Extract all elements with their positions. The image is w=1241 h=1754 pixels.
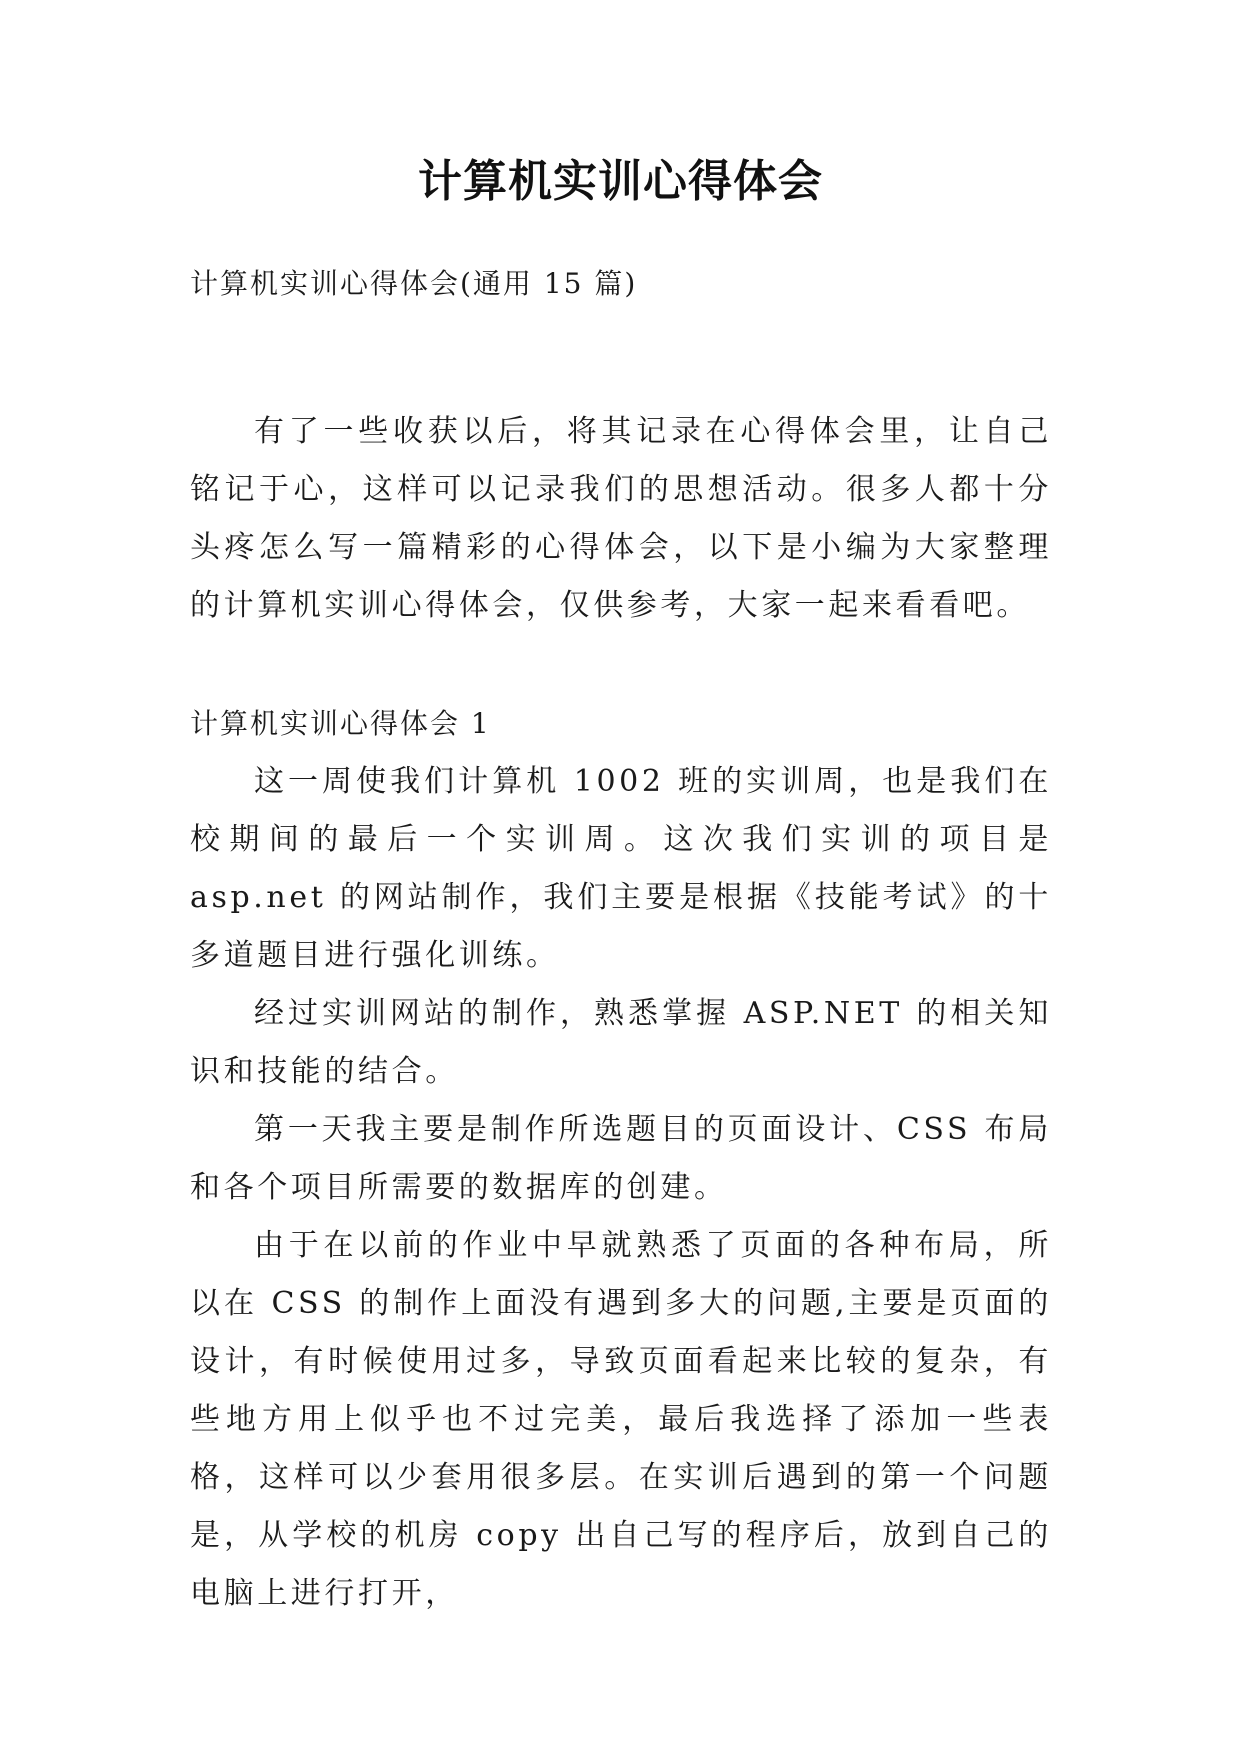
body-paragraph: 经过实训网站的制作，熟悉掌握 ASP.NET 的相关知识和技能的结合。: [190, 996, 1052, 1089]
intro-paragraph: 有了一些收获以后，将其记录在心得体会里，让自己铭记于心，这样可以记录我们的思想活动。很多人都十分头疼怎么写一篇精彩的心得体会，以下是小编为大家整理的计算机实训心得体会，仅供参考，大家一起来看看吧。: [190, 414, 1052, 623]
section-1: [190, 695, 1052, 1623]
section-heading: 计算机实训心得体会 1: [190, 707, 491, 740]
body-paragraph: 第一天我主要是制作所选题目的页面设计、CSS 布局和各个项目所需要的数据库的创建。: [190, 1112, 1052, 1205]
intro-block: [190, 403, 1052, 635]
body-paragraph: 这一周使我们计算机 1002 班的实训周，也是我们在校期间的最后一个实训周。这次我们实训的项目是 asp.net 的网站制作，我们主要是根据《技能考试》的十多道题目进行强化训练。: [190, 764, 1052, 973]
document-subtitle: 计算机实训心得体会(通用 15 篇): [190, 267, 638, 300]
body-paragraph: 由于在以前的作业中早就熟悉了页面的各种布局，所以在 CSS 的制作上面没有遇到多大的问题,主要是页面的设计，有时候使用过多，导致页面看起来比较的复杂，有些地方用上似乎也不过完美，最后我选择了添加一些表格，这样可以少套用很多层。在实训后遇到的第一个问题是，从学校的机房 copy 出自己写的程序后，放到自己的电脑上进行打开，: [190, 1228, 1052, 1611]
document-title: 计算机实训心得体会: [418, 156, 823, 207]
